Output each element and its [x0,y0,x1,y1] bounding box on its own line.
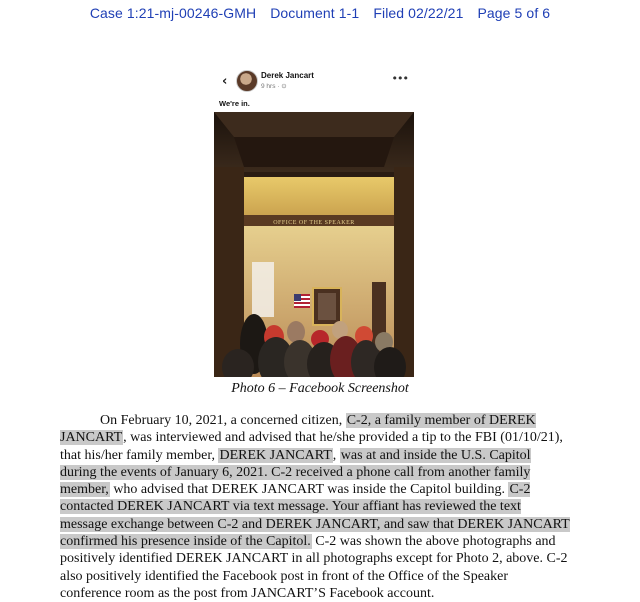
body-paragraph [60,412,570,602]
post-timestamp: 9 hrs · ⊙ [261,83,287,90]
highlight-c2-family: C-2, a family member of DEREK JANCART [60,413,536,446]
para-segment: C-2 was shown the above photographs and positively identified DEREK JANCART in all photographs except for Photo 2, above. C-2 also positively identified the Facebook post in front of the Office of the Speaker conference room as the post from JANCART’S Facebook account. [60,534,568,601]
document-number: Document 1-1 [270,5,360,21]
office-sign: OFFICE OF THE SPEAKER [273,220,355,226]
para-segment: , [332,447,337,463]
highlight-name: DEREK JANCART [219,447,332,463]
avatar [236,70,258,92]
para-segment: , was interviewed and advised that he/she provided a tip to the FBI (01/10/21), that his/her family member, [60,430,563,463]
case-header [0,5,640,21]
back-arrow-icon[interactable]: ‹ [222,74,228,89]
facebook-photo [214,112,414,377]
para-segment: who advised that DEREK JANCART was inside the Capitol building. [113,482,505,498]
page-number: Page 5 of 6 [477,5,551,21]
facebook-post-header [222,70,412,100]
para-segment: On February 10, 2021, a concerned citizen, [100,413,343,428]
post-text: We're in. [219,99,250,108]
photo-caption: Photo 6 – Facebook Screenshot [231,381,409,396]
highlight-capitol: was at and inside the U.S. Capitol during the events of January 6, 2021. C-2 received a phone call from another family member, [60,447,531,498]
filed-date: Filed 02/22/21 [373,5,464,21]
case-number: Case 1:21-mj-00246-GMH [89,5,257,21]
post-author: Derek Jancart [261,71,314,80]
more-options-icon[interactable]: ••• [391,72,408,85]
highlight-text-exchange: C-2 contacted DEREK JANCART via text message. Your affiant has reviewed the text message exchange between C-2 and DEREK JANCART, and saw that DEREK JANCART confirmed his presence inside of the Capitol. [60,482,570,550]
